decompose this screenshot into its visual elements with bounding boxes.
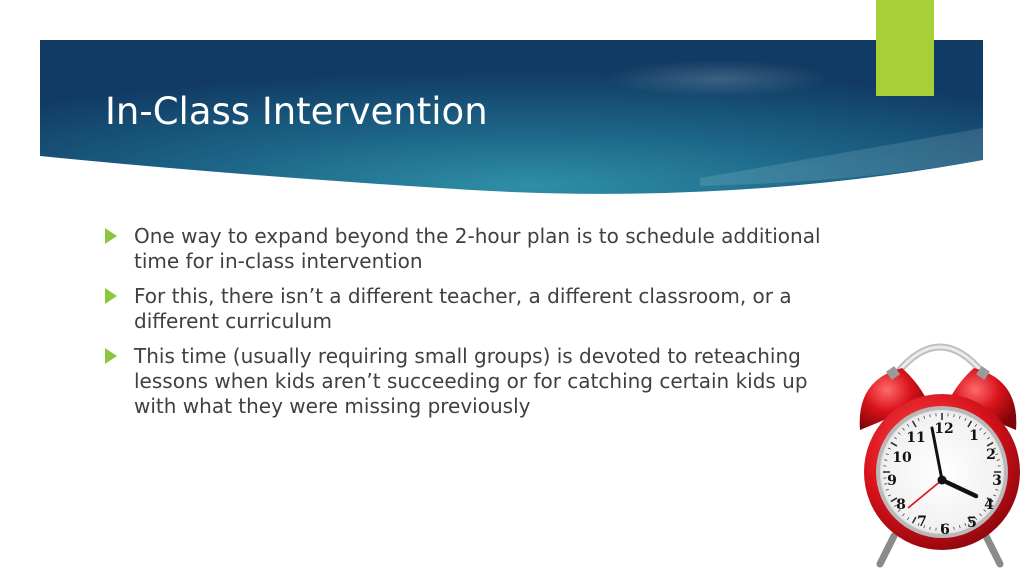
bullet-item [104, 284, 834, 334]
alarm-clock-image [852, 330, 1024, 575]
bullet-list [104, 224, 834, 429]
clock-number: 2 [986, 447, 996, 463]
clock-number: 3 [992, 473, 1002, 489]
clock-number: 7 [917, 514, 927, 530]
bullet-item [104, 224, 834, 274]
bullet-text: For this, there isn’t a different teacher, a different classroom, or a different curriculum [134, 284, 792, 333]
clock-number: 5 [967, 515, 977, 531]
clock-number: 12 [934, 421, 954, 437]
clock-number: 10 [892, 450, 912, 466]
accent-tab [876, 0, 934, 96]
bullet-arrow-icon [105, 288, 117, 304]
bullet-text: This time (usually requiring small groups) is devoted to reteaching lessons when kids aren’t succeeding or for catching certain kids up with what they were missing previously [134, 344, 808, 418]
bullet-arrow-icon [105, 348, 117, 364]
bullet-arrow-icon [105, 228, 117, 244]
clock-number: 11 [906, 430, 926, 446]
bullet-text: One way to expand beyond the 2-hour plan is to schedule additional time for in-class intervention [134, 224, 821, 273]
bullet-item [104, 344, 834, 419]
clock-number: 4 [984, 497, 994, 513]
clock-number: 8 [896, 497, 906, 513]
clock-number: 9 [887, 473, 897, 489]
slide-title: In-Class Intervention [105, 90, 488, 133]
clock-number: 6 [940, 522, 950, 538]
clock-number: 1 [969, 428, 979, 444]
